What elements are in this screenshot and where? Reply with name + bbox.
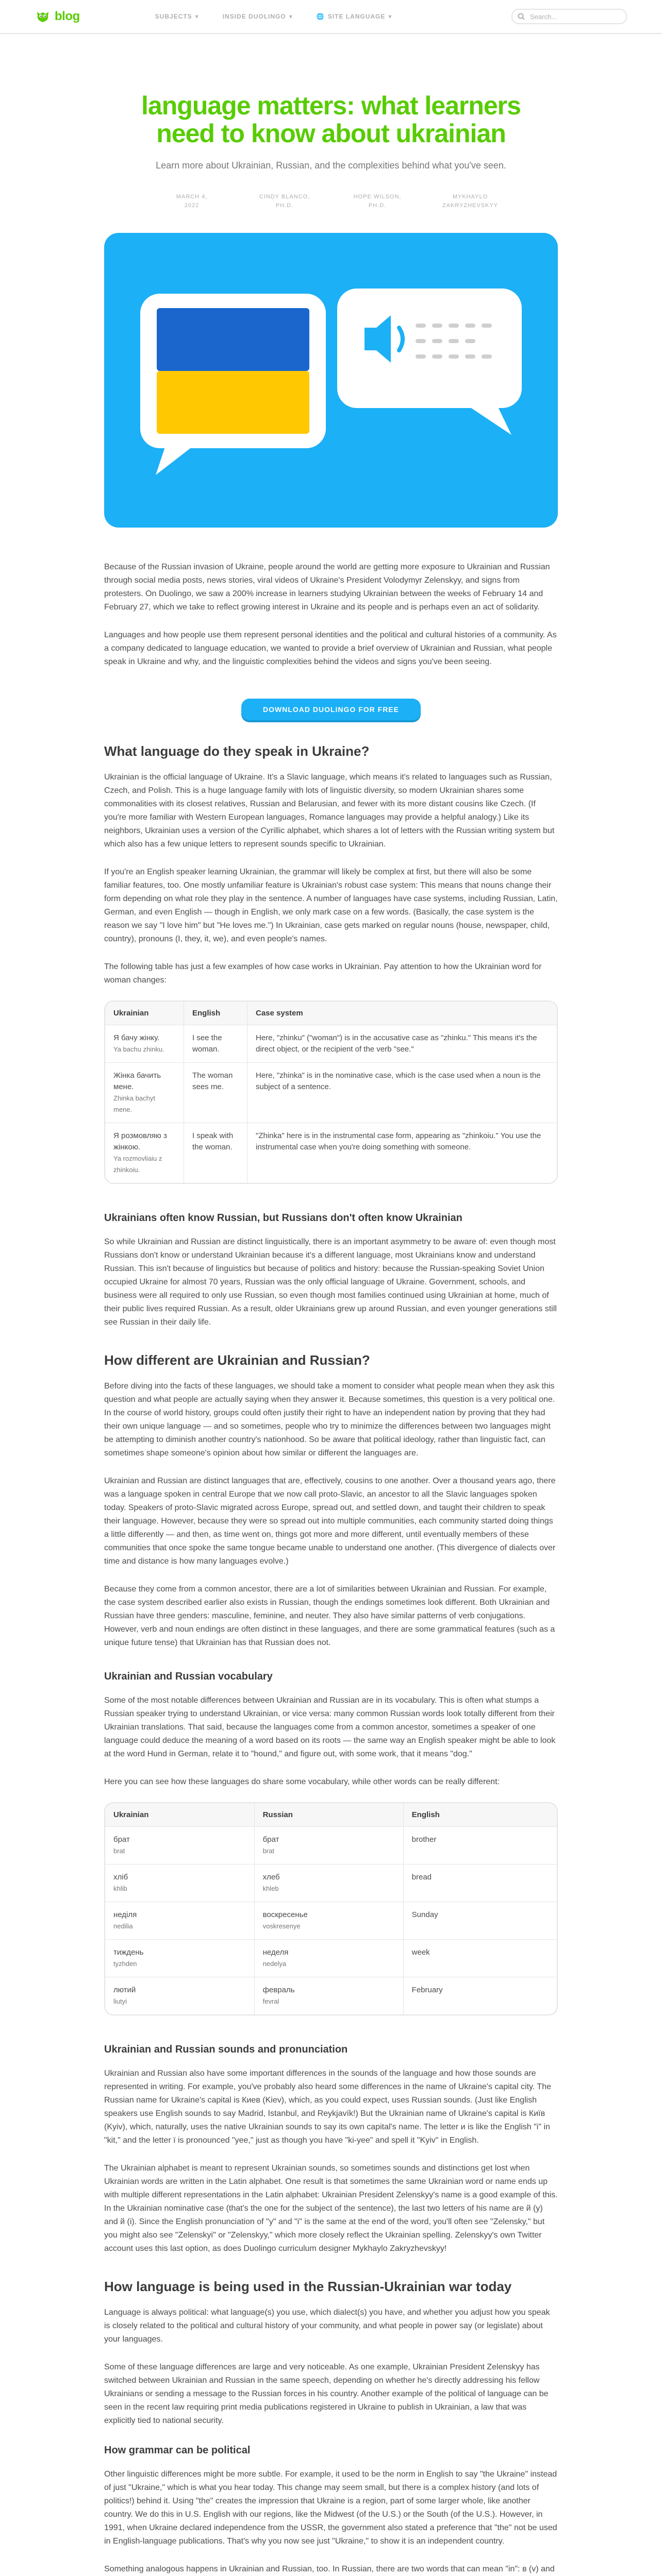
- paragraph: Before diving into the facts of these languages, we should take a moment to consider what people mean when they ask this question and what people are actually saying when they answer it. Because sometimes, this question is a very political one. In the course of world history, groups could often justify their right to have an independent nation by proving that they had their own unique language — and so sometimes, people who try to minimize the differences between two languages might be attempting to diminish another country's nationhood. So be aware that political ideology, rather than linguistic fact, can sometimes shape someone's opinion about how similar or different the languages are.: [104, 1382, 555, 1458]
- ukrainian-word: неділя: [113, 1910, 137, 1919]
- ukrainian-cell: [105, 1865, 254, 1902]
- ukrainian-cell: [105, 1827, 254, 1865]
- subsection-heading: Ukrainian and Russian vocabulary: [104, 1671, 273, 1682]
- paragraph: Ukrainian and Russian also have some important differences in the sounds of the language and how those sounds are represented in writing. For example, you've probably also heard some differences in the name of Ukraine's capital city. The Russian name for Ukraine's capital is Киев (Kiev), which, as you could expect, uses Russian sounds. (Just like English speakers use English sounds to say Madrid, Istanbul, and Reykjavík!) But the Ukrainian name of Ukraine's capital is Київ (Kyiv), which, naturally, uses the native Ukrainian sounds to say its own capital's name. The letter и is like the English "i" in "kit," and the letter ї is pronounced "yee," just as though you have "ki-yee" and spell it "Kyiv" in English.: [104, 2069, 551, 2145]
- section-heading: How language is being used in the Russian-Ukrainian war today: [104, 2279, 512, 2294]
- cta-wrap: [104, 699, 558, 720]
- ukrainian-word: тиждень: [113, 1948, 144, 1957]
- byline-author[interactable]: [434, 193, 506, 210]
- byline-line: MARCH 4,: [176, 194, 208, 200]
- russian-word: воскресенье: [262, 1910, 308, 1919]
- nav-language-label: SITE LANGUAGE: [327, 13, 386, 20]
- transliteration: liutyi: [113, 1997, 127, 2005]
- article-title: language matters: what learners need to know about ukrainian: [141, 91, 521, 148]
- nav-subjects[interactable]: [155, 13, 199, 20]
- paragraph: Here you can see how these languages do share some vocabulary, while other words can be really different:: [104, 1777, 500, 1786]
- transliteration: nedelya: [262, 1960, 287, 1968]
- article: [104, 92, 558, 2576]
- hero-illustration: [104, 233, 558, 528]
- russian-word: февраль: [262, 1986, 295, 1994]
- table-header-row: [105, 1803, 557, 1827]
- ukrainian-sentence: Я розмовляю з жінкою.: [113, 1131, 167, 1151]
- russian-word: брат: [262, 1835, 279, 1844]
- section-heading: Ukrainians often know Russian, but Russians don't often know Ukrainian: [104, 1212, 462, 1224]
- chevron-down-icon: ▾: [289, 13, 293, 20]
- nav-inside-duolingo[interactable]: [223, 13, 293, 20]
- column-header: Case system: [247, 1002, 557, 1025]
- transliteration: Ya bachu zhinku.: [113, 1045, 164, 1053]
- paragraph: Other linguistic differences might be more subtle. For example, it used to be the norm in English to say "the Ukraine" instead of just "Ukraine," which is what you hear today. This change may seem small, but there is a complex history (and lots of politics!) behind it. Using "the" creates the impression that Ukraine is a region, part of some larger whole, like another country. We do this in U.S. English with our regions, like the Midwest (of the U.S.) or the South (of the U.S.). However, in 1991, when Ukraine declared independence from the USSR, the government also stated a preference that "the" not be used in English-language publications. That's why you now see just "Ukraine," to show it is an independent country.: [104, 2470, 557, 2546]
- byline: [156, 193, 506, 210]
- nav-subjects-label: SUBJECTS: [155, 13, 192, 20]
- paragraph: Ukrainian is the official language of Ukraine. It's a Slavic language, which means it's related to languages such as Russian, Czech, and Polish. This is a huge language family with lots of linguistic diversity, so modern Ukrainian shares some commonalities with its closest relatives, Russian and Belarusian, and fewer with its more distant cousins like Czech. (If you're more familiar with Western European languages, Romance languages may provide a helpful analogy.) Like its neighbors, Ukrainian uses a version of the Cyrillic alphabet, which shares a lot of letters with the Russian writing system but which also has a few unique letters to represent sounds specific to Ukrainian.: [104, 773, 555, 849]
- paragraph: Some of these language differences are large and very noticeable. As one example, Ukrainian President Zelenskyy has switched between Ukrainian and Russian in the same speech, depending on whether he's directly addressing his fellow Ukrainians or sending a message to the Russian forces in his country. Another example of the political of language can be seen in the recent law requiring print media publications registered in Ukraine to publish in Ukrainian, a law that was explicitly tied to national security.: [104, 2363, 549, 2425]
- transliteration: khlib: [113, 1885, 127, 1892]
- chevron-down-icon: ▾: [388, 13, 392, 20]
- search-box[interactable]: [511, 9, 627, 24]
- table-row: [105, 1063, 557, 1123]
- byline-date: [156, 193, 228, 210]
- duo-owl-icon: [35, 10, 51, 23]
- english-cell: brother: [403, 1827, 557, 1865]
- search-input[interactable]: [529, 12, 619, 21]
- paragraph: Language is always political: what language(s) you use, which dialect(s) you have, and whether you adjust how you speak is closely related to the political and cultural history of your community, and what people in power say (or legislate) about your languages.: [104, 2308, 550, 2344]
- download-duolingo-button[interactable]: DOWNLOAD DUOLINGO FOR FREE: [241, 699, 421, 720]
- transliteration: voskresenye: [262, 1922, 301, 1930]
- english-cell: I speak with the woman.: [184, 1123, 247, 1183]
- ukrainian-cell: [105, 1940, 254, 1977]
- ukrainian-cell: [105, 1977, 254, 2015]
- section-heading: How different are Ukrainian and Russian?: [104, 1352, 370, 1368]
- transliteration: Ya rozmovliaiu z zhinkoiu.: [113, 1155, 162, 1174]
- intro-paragraph-1: Because of the Russian invasion of Ukraine, people around the world are getting more exposure to Ukrainian and Russian through social media posts, news stories, viral videos of Ukraine's President Volodymyr Zelenskyy, and signs from protesters. On Duolingo, we saw a 200% increase in learners studying Ukrainian between the weeks of February 14 and February 27, which we take to reflect growing interest in Ukraine and its people and is perhaps even an act of solidarity.: [104, 563, 550, 612]
- transliteration: nedilia: [113, 1922, 133, 1930]
- byline-author[interactable]: [341, 193, 413, 210]
- column-header: Ukrainian: [105, 1002, 184, 1025]
- table-row: [105, 1123, 557, 1183]
- transliteration: Zhinka bachyt mene.: [113, 1094, 155, 1113]
- case-note-cell: "Zhinka" here is in the instrumental case form, appearing as "zhinkoiu." You use the instrumental case when you're doing something with someone.: [247, 1123, 557, 1183]
- ukrainian-word: хліб: [113, 1873, 128, 1882]
- english-cell: I see the woman.: [184, 1025, 247, 1063]
- english-cell: The woman sees me.: [184, 1063, 247, 1123]
- logo[interactable]: [35, 9, 80, 24]
- russian-cell: [254, 1865, 403, 1902]
- russian-word: неделя: [262, 1948, 289, 1957]
- nav-inside-label: INSIDE DUOLINGO: [222, 13, 286, 20]
- ukrainian-word: лютий: [113, 1986, 136, 1994]
- table-row: [105, 1977, 557, 2015]
- byline-line: HOPE WILSON,: [353, 194, 402, 200]
- table-row: [105, 1827, 557, 1865]
- top-bar: [0, 0, 662, 34]
- russian-cell: [254, 1902, 403, 1940]
- section-heading: Ukrainian and Russian sounds and pronunciation: [104, 2044, 348, 2055]
- column-header: English: [403, 1803, 557, 1827]
- table-row: [105, 1025, 557, 1063]
- paragraph: Something analogous happens in Ukrainian and Russian, too. In Russian, there are two words that can mean "in": в (v) and: [104, 2565, 555, 2573]
- russian-cell: [254, 1977, 403, 2015]
- russian-cell: [254, 1940, 403, 1977]
- globe-icon: 🌐: [316, 13, 325, 20]
- byline-line: PH.D.: [368, 202, 387, 209]
- transliteration: brat: [113, 1847, 125, 1855]
- case-note-cell: Here, "zhinka" is in the nominative case, which is the case used when a noun is the subject of a sentence.: [247, 1063, 557, 1123]
- transliteration: khleb: [262, 1885, 279, 1892]
- case-note-cell: Here, "zhinku" ("woman") is in the accusative case as "zhinku." This means it's the direct object, or the recipient of the verb "see.": [247, 1025, 557, 1063]
- english-cell: week: [403, 1940, 557, 1977]
- transliteration: fevral: [262, 1997, 279, 2005]
- vocabulary-table: [104, 1802, 558, 2015]
- paragraph: If you're an English speaker learning Ukrainian, the grammar will likely be complex at first, but there will also be some familiar features, too. One mostly unfamiliar feature is Ukrainian's robust case system: This means that nouns change their form depending on what role they play in the sentence. A number of languages have case systems, including Russian, Latin, German, and even English — though in English, we only mark case on a few words. (Basically, the case system is the reason we say "I love him" but "He loves me.") In Ukrainian, case gets marked on regular nouns (house, newspaper, child, country), pronouns (I, they, it, we), and even people's names.: [104, 868, 558, 943]
- ukrainian-word: брат: [113, 1835, 130, 1844]
- ukrainian-cell: [105, 1123, 184, 1183]
- paragraph: Some of the most notable differences between Ukrainian and Russian are in its vocabulary. This is often what stumps a Russian speaker trying to understand Ukrainian, or vice versa: many common Russian words look totally different from their Ukrainian translations. That said, because the languages come from a common ancestor, sometimes a speaker of one language could deduce the meaning of a word based on its roots — the same way an English speaker might be able to look at the word Hund in German, relate it to "hound," and figure out, with some work, that it means "dog.": [104, 1696, 556, 1758]
- ukrainian-cell: [105, 1025, 184, 1063]
- transliteration: brat: [262, 1847, 274, 1855]
- ukrainian-cell: [105, 1063, 184, 1123]
- intro-paragraph-2: Languages and how people use them represent personal identities and the political and cultural histories of a community. As a company dedicated to language education, we wanted to provide a brief overview of Ukrainian and Russian, what people speak in Ukraine and why, and the linguistic complexities behind the videos and signs you've been seeing.: [104, 631, 557, 666]
- section-heading: What language do they speak in Ukraine?: [104, 743, 370, 759]
- case-examples-table: [104, 1001, 558, 1184]
- subsection-heading: How grammar can be political: [104, 2445, 251, 2456]
- nav-site-language[interactable]: [317, 13, 392, 20]
- table-row: [105, 1940, 557, 1977]
- paragraph: So while Ukrainian and Russian are distinct linguistically, there is an important asymmetry to be aware of: even though most Russians don't know or understand Ukrainian because it's a different language, most Ukrainians know and understand Russian. This isn't because of linguistics but because of politics and history: because the Russian-speaking Soviet Union occupied Ukraine for almost 70 years, Russian was the only official language of Ukraine. Government, schools, and business were all required to only use Russian, so even though most families continued using Ukrainian at home, much of their public lives required Russian. As a result, older Ukrainians grew up around Russian, and even younger generations still see Russian in their daily life.: [104, 1238, 557, 1327]
- table-header-row: [105, 1002, 557, 1025]
- russian-cell: [254, 1827, 403, 1865]
- ukrainian-sentence: Я бачу жінку.: [113, 1033, 160, 1042]
- column-header: English: [184, 1002, 247, 1025]
- ukrainian-sentence: Жінка бачить мене.: [113, 1071, 161, 1091]
- ukrainian-cell: [105, 1902, 254, 1940]
- article-subtitle: Learn more about Ukrainian, Russian, and the complexities behind what you've seen.: [156, 160, 506, 171]
- paragraph: Ukrainian and Russian are distinct languages that are, effectively, cousins to one another. Over a thousand years ago, there was a language spoken in central Europe that we now call proto-Slavic, an ancestor to all the Slavic languages spoken today. Speakers of proto-Slavic migrated across Europe, spread out, and settled down, and taught their children to speak their language. However, because they were so spread out into multiple communities, each community started doing things a little differently — and then, as time went on, things got more and more different, until eventually members of these communities that once spoke the same tongue became unable to understand one another. (This divergence of dialects over time and distance is how many languages evolve.): [104, 1477, 556, 1566]
- transliteration: tyzhden: [113, 1960, 137, 1968]
- byline-line: PH.D.: [275, 202, 294, 209]
- english-cell: Sunday: [403, 1902, 557, 1940]
- column-header: Ukrainian: [105, 1803, 254, 1827]
- table-row: [105, 1865, 557, 1902]
- search-icon: [518, 13, 525, 20]
- byline-line: MYKHAYLO: [452, 194, 488, 200]
- russian-word: хлеб: [262, 1873, 280, 1882]
- table-row: [105, 1902, 557, 1940]
- english-cell: February: [403, 1977, 557, 2015]
- ukraine-flag-speech-illustration: [104, 233, 558, 528]
- byline-line: 2022: [184, 202, 200, 209]
- paragraph: The Ukrainian alphabet is meant to represent Ukrainian sounds, so sometimes sounds and distinctions get lost when Ukrainian words are written in the Latin alphabet. One result is that sometimes the same Ukrainian word or name ends up with multiple different representations in the Latin alphabet: Ukrainian President Zelenskyy's name is a good example of this. In the Ukrainian nominative case (that's the one for the subject of the sentence), the last two letters of his name are й (y) and й (i). Since the English pronunciation of "y" and "i" is the same at the end of the word, you'll often see "Zelensky," but you might also see "Zelenskyi" or "Zelenskyy," which more closely reflect the Ukrainian spelling. Zelenskyy's own Twitter account uses this last option, as does Duolingo curriculum designer Mykhaylo Zakryzhevskyy!: [104, 2164, 558, 2253]
- main-nav: [155, 13, 392, 20]
- byline-author[interactable]: [249, 193, 321, 210]
- column-header: Russian: [254, 1803, 403, 1827]
- paragraph: Because they come from a common ancestor, there are a lot of similarities between Ukrainian and Russian. For example, the case system described earlier also exists in Russian, though the endings sometimes look different. Both Ukrainian and Russian have three genders: masculine, feminine, and neuter. They also have similar patterns of verb conjugations. However, verb and noun endings are often distinct in these languages, and there are some grammatical features (such as a unique future tense) that Ukrainian has that Russian does not.: [104, 1585, 555, 1647]
- chevron-down-icon: ▾: [195, 13, 199, 20]
- paragraph: The following table has just a few examples of how case works in Ukrainian. Pay attention to how the Ukrainian word for woman changes:: [104, 962, 542, 985]
- byline-line: ZAKRYZHEVSKYY: [442, 202, 499, 209]
- byline-line: CINDY BLANCO,: [259, 194, 310, 200]
- logo-text: blog: [55, 9, 80, 23]
- english-cell: bread: [403, 1865, 557, 1902]
